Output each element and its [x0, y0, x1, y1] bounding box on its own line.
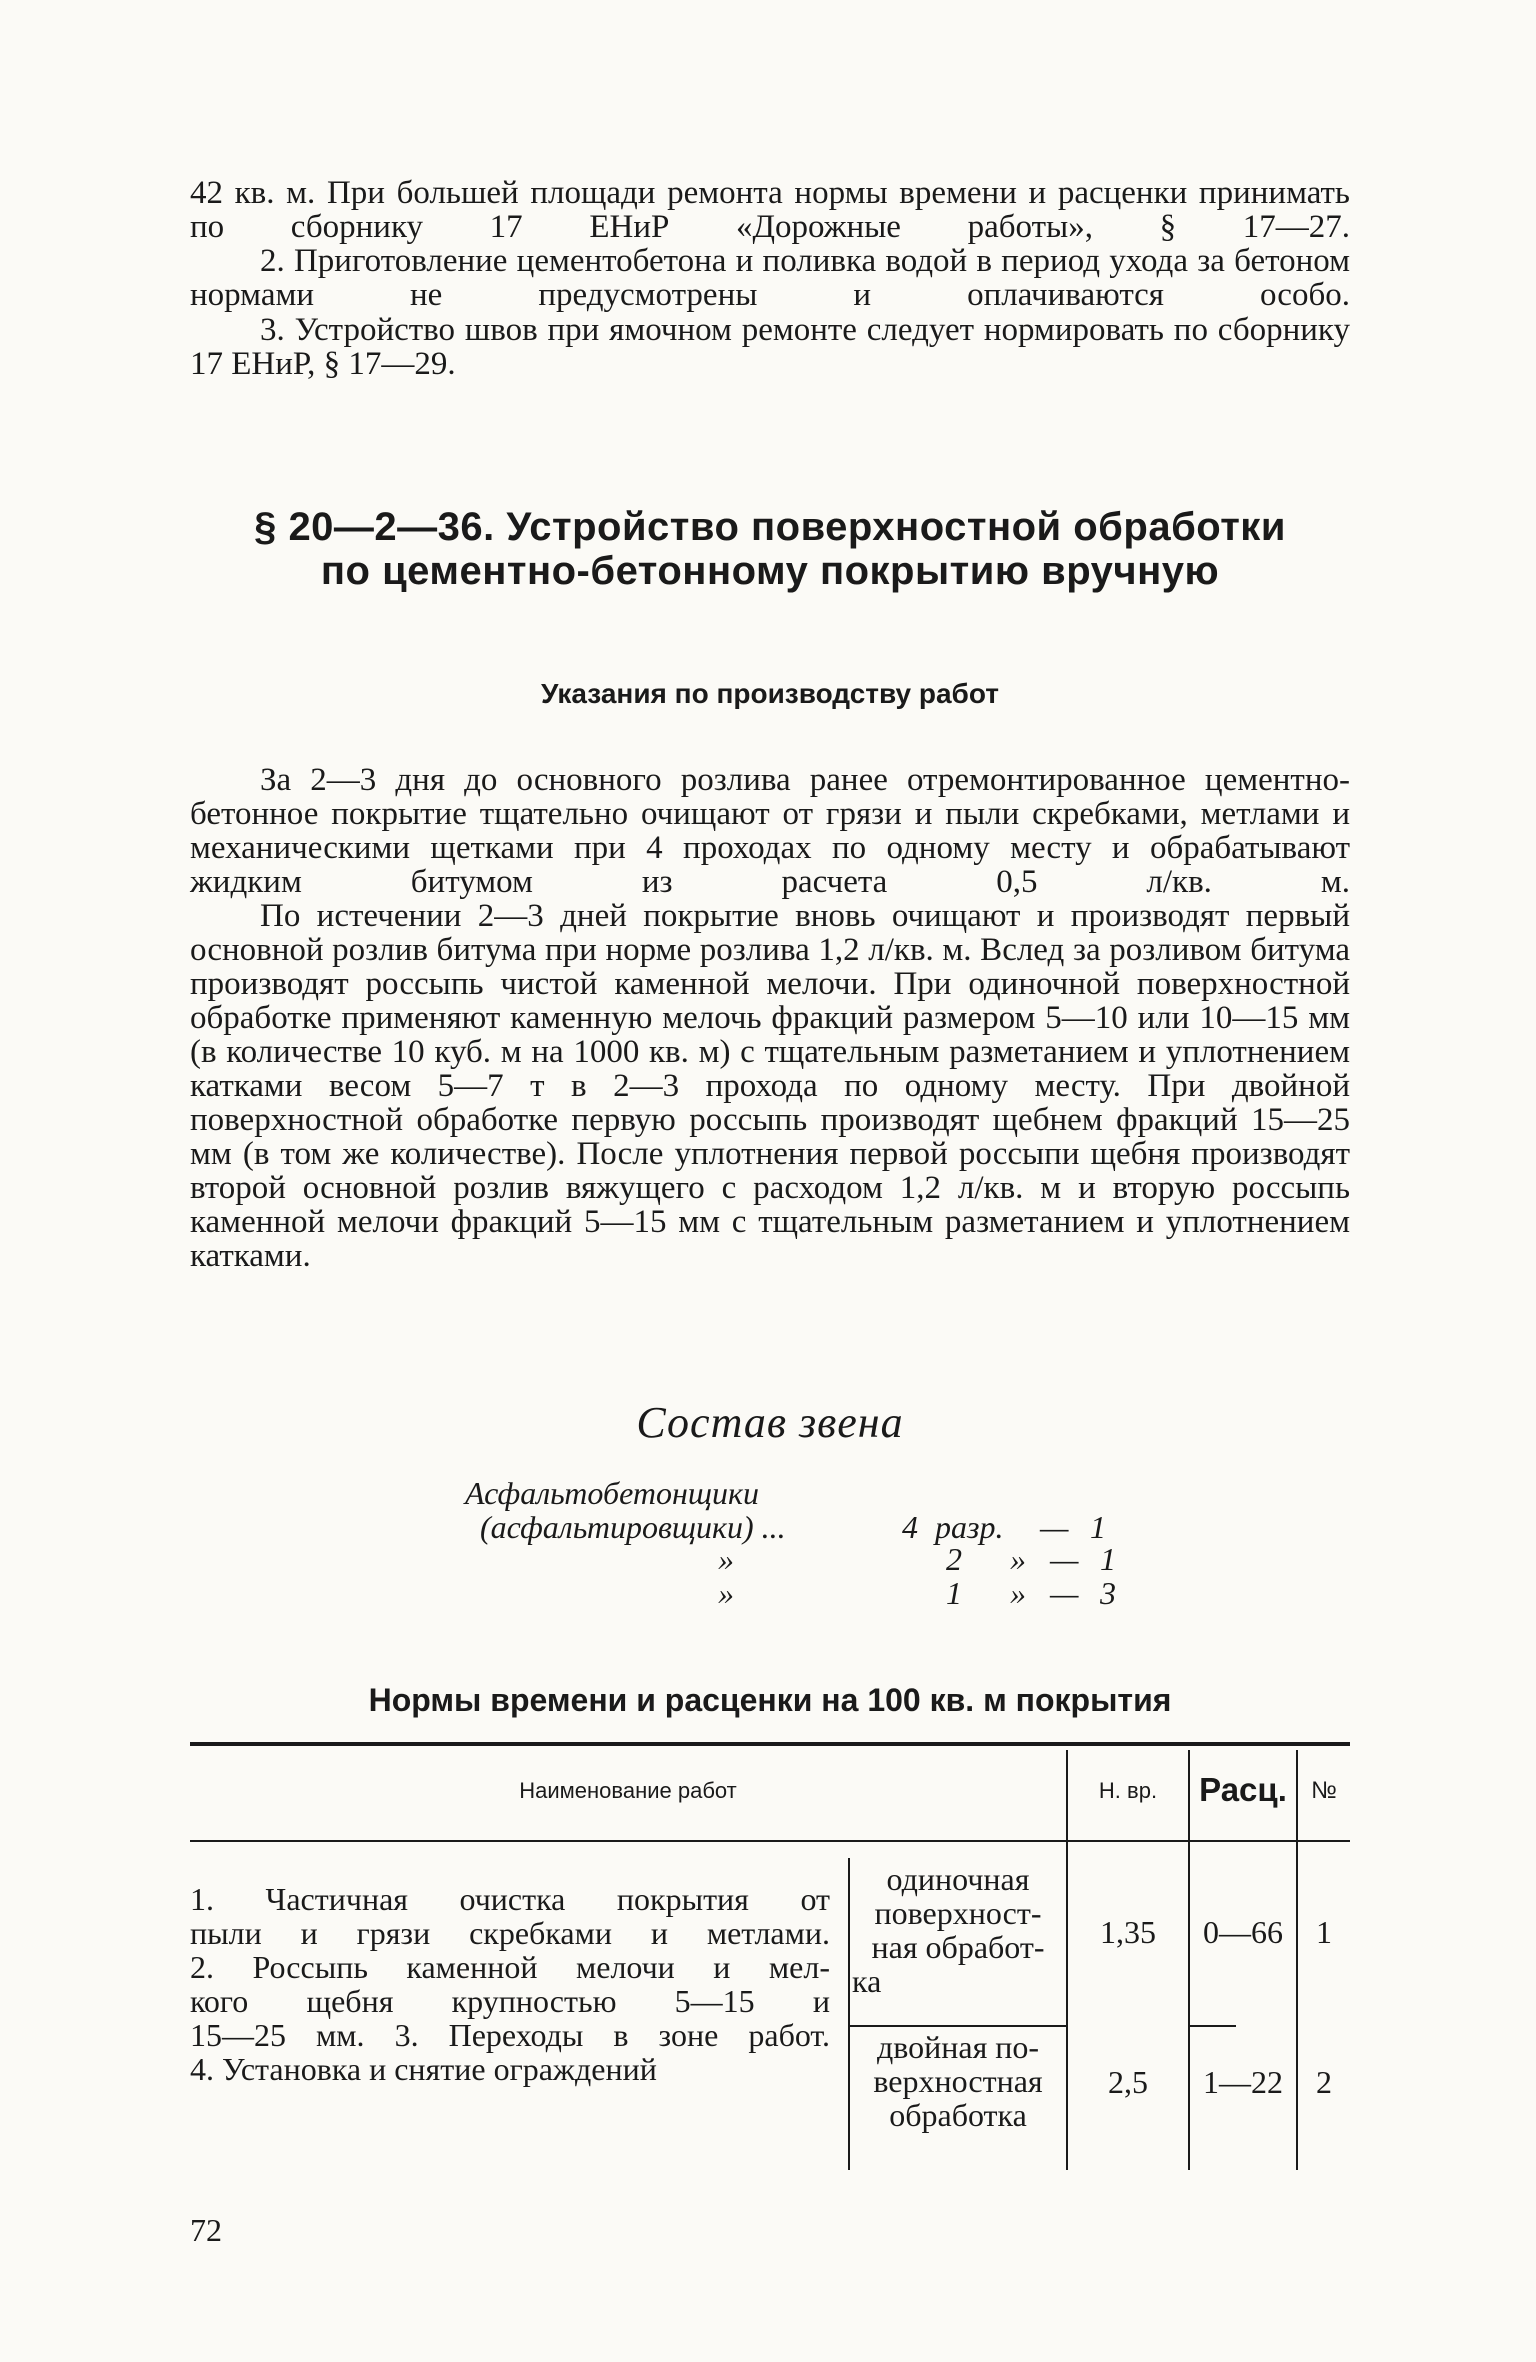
work-description: [190, 1882, 830, 2086]
crew-profession-line-2: (асфальтировщики) ...: [480, 1509, 786, 1545]
crew-dash: —: [1040, 1509, 1069, 1545]
crew-count: 3: [1100, 1575, 1116, 1611]
intro-paragraph-1: 42 кв. м. При большей площади ремонта нормы времени и расценки принимать по сборнику 17 ЕНиР «Дорожные работы», § 17—27.: [190, 175, 1350, 245]
instructions-paragraph-1: За 2—3 дня до основного розлива ранее отремонтированное цементно-бетонное покрытие тщательно очищают от грязи и пыли скребками, метлами и механическими щетками при 4 проходах по одному месту и обрабатывают жидким битумом из расчета 0,5 л/кв. м.: [190, 762, 1350, 900]
intro-paragraph-3: 3. Устройство швов при ямочном ремонте следует нормировать по сборнику 17 ЕНиР, § 17—29.: [190, 312, 1350, 382]
crew-grade: 4: [902, 1509, 918, 1545]
page-number: 72: [190, 2212, 222, 2248]
section-title: [190, 505, 1350, 593]
section-subtitle: Указания по производству работ: [541, 678, 999, 709]
treatment-type-line: ка: [852, 1963, 882, 1999]
crew-profession-line-1: Асфальтобетонщики: [465, 1475, 759, 1511]
section-title-line-1: § 20—2—36. Устройство поверхностной обработки: [254, 505, 1286, 549]
table-col-divider: [1296, 1750, 1298, 2170]
crew-ditto-2: »: [718, 1575, 734, 1611]
treatment-type-line: одиночная: [886, 1861, 1030, 1897]
crew-grade: 2: [946, 1541, 962, 1577]
table-row-divider: [848, 2025, 1066, 2027]
time-norm-value: 1,35: [1100, 1914, 1156, 1950]
treatment-type-line: верхностная: [873, 2063, 1043, 2099]
treatment-type-line: поверхност-: [874, 1895, 1042, 1931]
table-header-rate: Расц.: [1199, 1771, 1287, 1808]
work-description-line: 4. Установка и снятие ограждений: [190, 2051, 657, 2087]
section-title-line-2: по цементно-бетонному покрытию вручную: [320, 549, 1220, 593]
treatment-type-single: [852, 1862, 1064, 1998]
crew-grade: 1: [946, 1575, 962, 1611]
crew-dash: —: [1050, 1575, 1079, 1611]
row-number: 2: [1316, 2064, 1332, 2100]
row-number: 1: [1316, 1914, 1332, 1950]
work-description-line: пыли и грязи скребками и метлами.: [190, 1915, 830, 1951]
norms-table-title: Нормы времени и расценки на 100 кв. м покрытия: [368, 1682, 1172, 1718]
crew-grade-label: разр.: [935, 1509, 1004, 1545]
rate-value: 1—22: [1203, 2064, 1283, 2100]
table-header-time: Н. вр.: [1098, 1778, 1158, 1803]
table-col-divider: [1188, 1750, 1190, 2170]
work-description-line: 15—25 мм. 3. Переходы в зоне работ.: [190, 2017, 830, 2053]
table-header-name: Наименование работ: [519, 1778, 737, 1803]
table-header-rule: [190, 1840, 1350, 1842]
intro-paragraph-2: 2. Приготовление цементобетона и поливка водой в период ухода за бетоном нормами не предусмотрены и оплачиваются особо.: [190, 243, 1350, 313]
crew-count: 1: [1090, 1509, 1106, 1545]
crew-grade-label: »: [1010, 1541, 1026, 1577]
table-header-number: №: [1311, 1777, 1337, 1804]
table-col-divider: [848, 1858, 850, 2170]
crew-grade-label: »: [1010, 1575, 1026, 1611]
rate-value: 0—66: [1203, 1914, 1283, 1950]
work-description-line: кого щебня крупностью 5—15 и: [190, 1983, 830, 2019]
crew-ditto-1: »: [718, 1541, 734, 1577]
work-description-line: 1. Частичная очистка покрытия от: [190, 1881, 830, 1917]
crew-count: 1: [1100, 1541, 1116, 1577]
table-top-rule: [190, 1742, 1350, 1746]
crew-title: Состав звена: [636, 1398, 904, 1447]
treatment-type-double: [852, 2030, 1064, 2132]
table-row-divider-num: [1188, 2025, 1236, 2027]
crew-dash: —: [1050, 1541, 1079, 1577]
treatment-type-line: обработка: [889, 2097, 1027, 2133]
treatment-type-line: двойная по-: [876, 2029, 1040, 2065]
instructions-paragraph-2: По истечении 2—3 дней покрытие вновь очищают и производят первый основной розлив битума при норме розлива 1,2 л/кв. м. Вслед за розливом битума производят россыпь чистой каменной мелочи. При одиночной поверхностной обработке применяют каменную мелочь фракций размером 5—10 или 10—15 мм (в количестве 10 куб. м на 1000 кв. м) с тщательным разметанием и уплотнением катками весом 5—7 т в 2—3 прохода по одному месту. При двойной поверхностной обработке первую россыпь производят щебнем фракций 15—25 мм (в том же количестве). После уплотнения первой россыпи щебня производят второй основной розлив вяжущего с расходом 1,2 л/кв. м и вторую россыпь каменной мелочи фракций 5—15 мм с тщательным разметанием и уплотнением катками.: [190, 898, 1350, 1274]
treatment-type-line: ная обработ-: [871, 1929, 1045, 1965]
time-norm-value: 2,5: [1108, 2064, 1148, 2100]
work-description-line: 2. Россыпь каменной мелочи и мел-: [190, 1949, 830, 1985]
table-col-divider: [1066, 1750, 1068, 2170]
